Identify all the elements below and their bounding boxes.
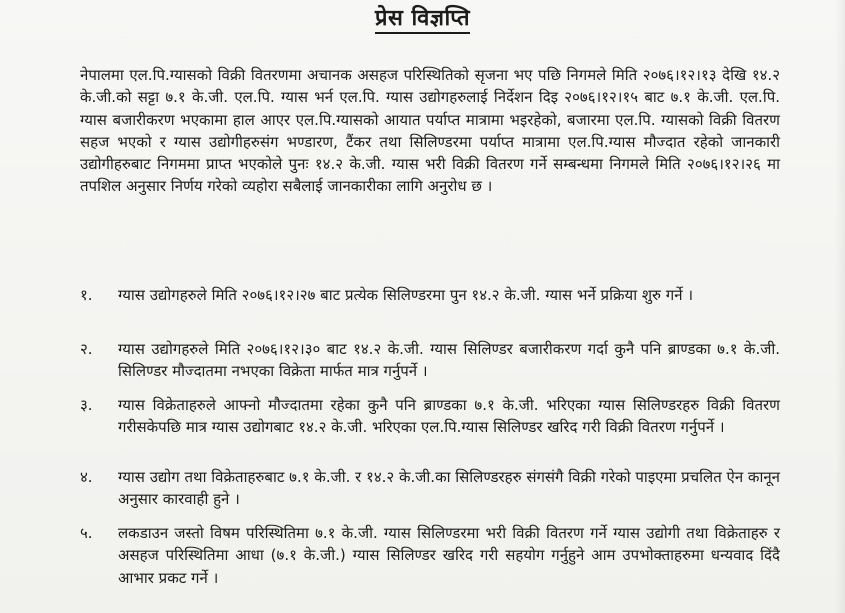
list-item-number: ४.	[80, 468, 93, 486]
list-item-text: ग्यास उद्योग तथा विक्रेताहरुबाट ७.१ के.जी. र १४.२ के.जी.का सिलिण्डरहरु संगसंगै विक्री गरेको पाइएमा प्रचलित ऐन कानून अनुसार कारवाही हुने ।	[118, 468, 780, 509]
list-item-number: २.	[80, 340, 93, 358]
list-item-text: ग्यास उद्योगहरुले मिति २०७६।१२।३० बाट १४.२ के.जी. ग्यास सिलिण्डर बजारीकरण गर्दा कुनै पनि ब्राण्डका ७.१ के.जी. सिलिण्डर मौज्दातमा नभएका विक्रेता मार्फत मात्र गर्नुपर्ने ।	[118, 340, 780, 381]
list-item-number: १.	[80, 286, 93, 304]
page-title	[0, 4, 845, 34]
page-edge-shadow	[835, 0, 845, 613]
page-title-text: प्रेस विज्ञप्ति	[375, 6, 470, 34]
list-item-text: लकडाउन जस्तो विषम परिस्थितिमा ७.१ के.जी. ग्यास सिलिण्डरमा भरी विक्री वितरण गर्ने ग्यास उद्योगी तथा विक्रेताहरु र असहज परिस्थितिमा आधा (७.१ के.जी.) ग्यास सिलिण्डर खरिद गरी सहयोग गर्नुहुने आम उपभोक्ताहरुमा धन्यवाद दिंदै आभार प्रकट गर्ने ।	[118, 524, 780, 587]
intro-paragraph: नेपालमा एल.पि.ग्यासको विक्री वितरणमा अचानक असहज परिस्थितिको सृजना भए पछि निगमले मिति २०७६।१२।१३ देखि १४.२ के.जी.को सट्टा ७.१ के.जी. एल.पि. ग्यास भर्न एल.पि. ग्यास उद्योगहरुलाई निर्देशन दिइ २०७६।१२।१५ बाट ७.१ के.जी. एल.पि. ग्यास बजारीकरण भएकामा हाल आएर एल.पि.ग्यासको आयात पर्याप्त मात्रामा भइरहेको, बजारमा एल.पि. ग्यासको विक्री वितरण सहज भएको र ग्यास उद्योगीहरुसंग भण्डारण, टैंकर तथा सिलिण्डरमा पर्याप्त मात्रामा एल.पि.ग्यास मौज्दात रहेको जानकारी उद्योगीहरुबाट निगममा प्राप्त भएकोले पुनः १४.२ के.जी. ग्यास भरी विक्री वितरण गर्ने सम्बन्धमा निगमले मिति २०७६।१२।२६ मा तपशिल अनुसार निर्णय गरेको व्यहोरा सबैलाई जानकारीका लागि अनुरोध छ ।	[80, 66, 780, 196]
list-item-text: ग्यास उद्योगहरुले मिति २०७६।१२।२७ बाट प्रत्येक सिलिण्डरमा पुन १४.२ के.जी. ग्यास भर्ने प्रक्रिया शुरु गर्ने ।	[118, 286, 694, 304]
list-item-number: ३.	[80, 396, 93, 414]
list-item-text: ग्यास विक्रेताहरुले आफ्नो मौज्दातमा रहेका कुनै पनि ब्राण्डका ७.१ के.जी. भरिएका ग्यास सिलिण्डरहरु विक्री वितरण गरीसकेपछि मात्र ग्यास उद्योगबाट १४.२ के.जी. भरिएका एल.पि.ग्यास सिलिण्डर खरिद गरी विक्री वितरण गर्नुपर्ने ।	[118, 396, 780, 437]
list-item-number: ५.	[80, 524, 93, 542]
